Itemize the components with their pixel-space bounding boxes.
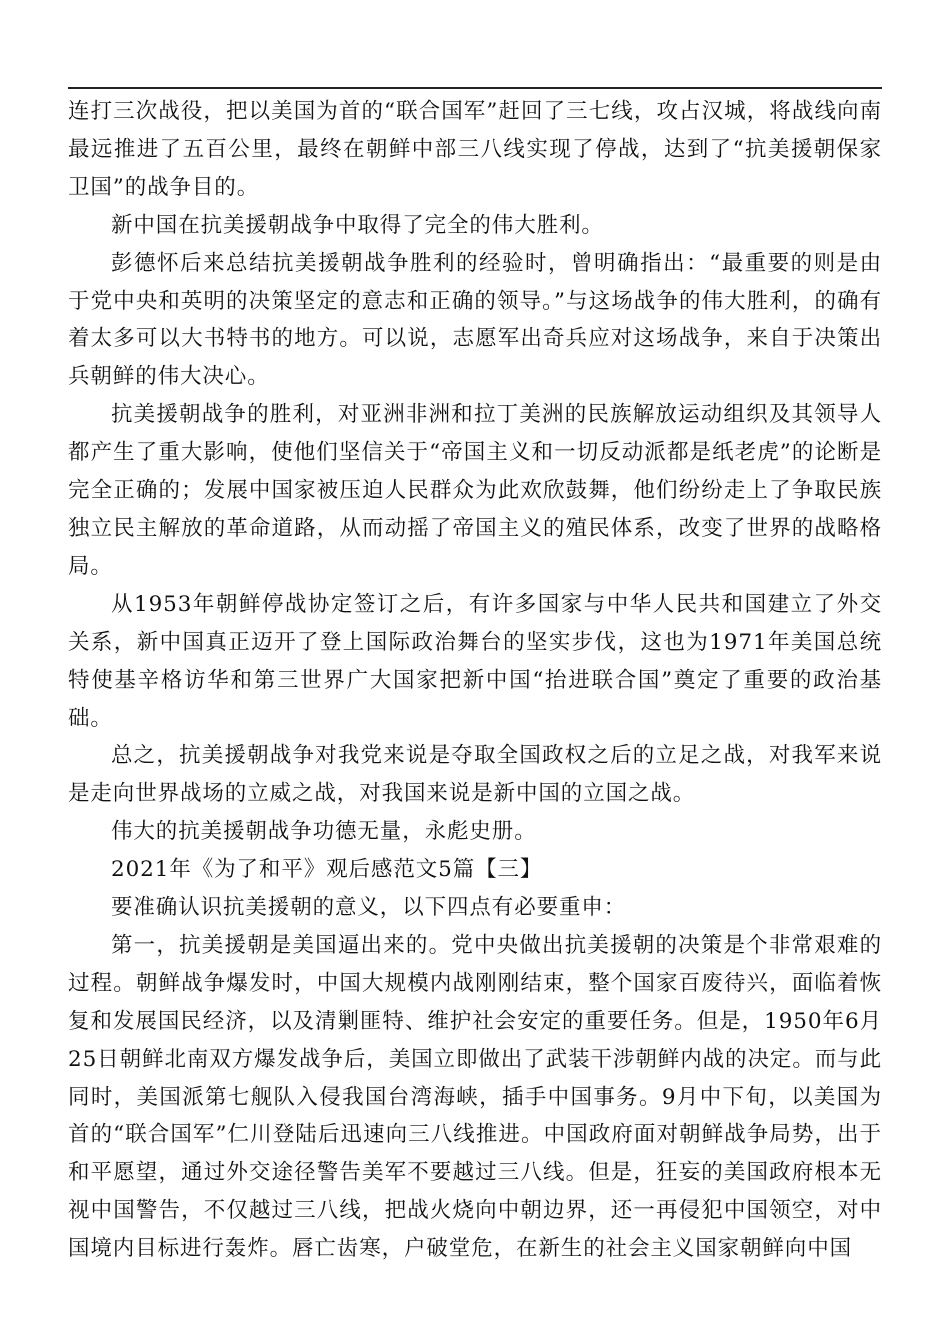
header-rule: [68, 87, 882, 89]
paragraph-continuation: 连打三次战役，把以美国为首的“联合国军”赶回了三七线，攻占汉城，将战线向南最远推进了五百公里，最终在朝鲜中部三八线实现了停战，达到了“抗美援朝保家卫国”的战争目的。: [68, 99, 882, 200]
paragraph: 总之，抗美援朝战争对我党来说是夺取全国政权之后的立足之战，对我军来说是走向世界战场的立威之战，对我国来说是新中国的立国之战。: [68, 743, 882, 807]
paragraph: 第一，抗美援朝是美国逼出来的。党中央做出抗美援朝的决策是个非常艰难的过程。朝鲜战争爆发时，中国大规模内战刚刚结束，整个国家百废待兴，面临着恢复和发展国民经济，以及清剿匪特、维护社会安定的重要任务。但是，1950年6月25日朝鲜北南双方爆发战争后，美国立即做出了武装干涉朝鲜内战的决定。而与此同时，美国派第七舰队入侵我国台湾海峡，插手中国事务。9月中下旬，以美国为首的“联合国军”仁川登陆后迅速向三八线推进。中国政府面对朝鲜战争局势，出于和平愿望，通过外交途径警告美军不要越过三八线。但是，狂妄的美国政府根本无视中国警告，不仅越过三八线，把战火烧向中朝边界，还一再侵犯中国领空，对中国境内目标进行轰炸。唇亡齿寒，户破堂危，在新生的社会主义国家朝鲜向中国: [68, 932, 882, 1262]
paragraph: 彭德怀后来总结抗美援朝战争胜利的经验时，曾明确指出：“最重要的则是由于党中央和英明的决策坚定的意志和正确的领导。”与这场战争的伟大胜利，的确有着太多可以大书特书的地方。可以说，志愿军出奇兵应对这场战争，来自于决策出兵朝鲜的伟大决心。: [68, 250, 882, 390]
paragraph: 抗美援朝战争的胜利，对亚洲非洲和拉丁美洲的民族解放运动组织及其领导人都产生了重大影响，使他们坚信关于“帝国主义和一切反动派都是纸老虎”的论断是完全正确的；发展中国家被压迫人民群众为此欢欣鼓舞，他们纷纷走上了争取民族独立民主解放的革命道路，从而动摇了帝国主义的殖民体系，改变了世界的战略格局。: [68, 402, 882, 579]
paragraph: 要准确认识抗美援朝的意义，以下四点有必要重申：: [111, 895, 627, 921]
section-heading: 2021年《为了和平》观后感范文5篇【三】: [111, 857, 543, 883]
paragraph: 新中国在抗美援朝战争中取得了完全的伟大胜利。: [111, 212, 604, 238]
paragraph: 从1953年朝鲜停战协定签订之后，有许多国家与中华人民共和国建立了外交关系，新中国真正迈开了登上国际政治舞台的坚实步伐，这也为1971年美国总统特使基辛格访华和第三世界广大国家把新中国“抬进联合国”奠定了重要的政治基础。: [68, 591, 882, 731]
document-body: [68, 93, 882, 1268]
paragraph: 伟大的抗美援朝战争功德无量，永彪史册。: [111, 819, 537, 845]
